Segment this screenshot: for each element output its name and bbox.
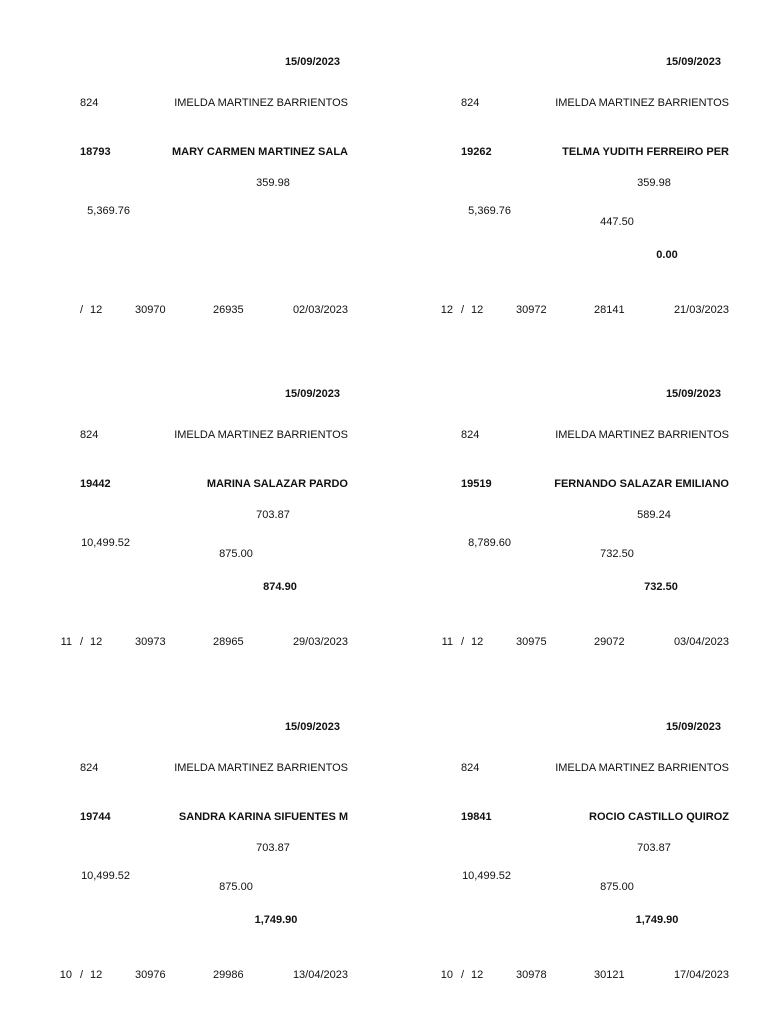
amount-a: 703.87 — [256, 842, 290, 854]
account-number: 18793 — [80, 146, 111, 158]
payment-date: 21/03/2023 — [673, 304, 729, 316]
installment-number: 10 — [59, 969, 72, 981]
amount-c: 875.00 — [600, 881, 634, 893]
agent-code: 824 — [461, 97, 480, 109]
installments-total: 12 — [471, 636, 484, 648]
agent-code: 824 — [461, 429, 480, 441]
reference-number: 30121 — [594, 969, 625, 981]
account-number: 19744 — [80, 811, 111, 823]
agent-code: 824 — [80, 429, 99, 441]
client-name: MARY CARMEN MARTINEZ SALA — [172, 146, 348, 158]
account-number: 19442 — [80, 478, 111, 490]
amount-c: 875.00 — [219, 881, 253, 893]
receipt-5 — [0, 665, 384, 997]
amount-b: 10,499.52 — [462, 870, 511, 882]
installment-separator: / — [80, 304, 84, 316]
agent-name: IMELDA MARTINEZ BARRIENTOS — [555, 429, 729, 441]
folio-number: 30972 — [516, 304, 547, 316]
receipt-1 — [0, 0, 384, 332]
amount-c: 732.50 — [600, 548, 634, 560]
reference-number: 28965 — [213, 636, 244, 648]
installment-separator: / — [461, 969, 465, 981]
payment-date: 13/04/2023 — [292, 969, 348, 981]
installment-separator: / — [461, 304, 465, 316]
client-name: ROCIO CASTILLO QUIROZ — [589, 811, 729, 823]
folio-number: 30976 — [135, 969, 166, 981]
amount-c: 447.50 — [600, 216, 634, 228]
installment-separator: / — [80, 636, 84, 648]
receipt-2 — [381, 0, 765, 332]
amount-b: 10,499.52 — [81, 870, 130, 882]
folio-number: 30975 — [516, 636, 547, 648]
reference-number: 29986 — [213, 969, 244, 981]
client-name: FERNANDO SALAZAR EMILIANO — [554, 478, 729, 490]
reference-number: 29072 — [594, 636, 625, 648]
agent-code: 824 — [80, 762, 99, 774]
agent-name: IMELDA MARTINEZ BARRIENTOS — [174, 762, 348, 774]
agent-name: IMELDA MARTINEZ BARRIENTOS — [555, 97, 729, 109]
reference-number: 28141 — [594, 304, 625, 316]
folio-number: 30970 — [135, 304, 166, 316]
amount-b: 5,369.76 — [468, 205, 511, 217]
total-amount: 874.90 — [263, 581, 297, 593]
total-amount: 732.50 — [644, 581, 678, 593]
folio-number: 30973 — [135, 636, 166, 648]
receipt-date: 15/09/2023 — [665, 56, 721, 68]
amount-c: 875.00 — [219, 548, 253, 560]
total-amount: 1,749.90 — [635, 914, 679, 926]
amount-a: 359.98 — [256, 177, 290, 189]
installments-total: 12 — [90, 304, 103, 316]
installments-total: 12 — [90, 636, 103, 648]
installments-total: 12 — [471, 969, 484, 981]
receipt-date: 15/09/2023 — [284, 388, 340, 400]
total-amount: 0.00 — [656, 249, 678, 261]
payment-date: 03/04/2023 — [673, 636, 729, 648]
installments-total: 12 — [90, 969, 103, 981]
amount-a: 703.87 — [256, 509, 290, 521]
agent-code: 824 — [80, 97, 99, 109]
client-name: TELMA YUDITH FERREIRO PER — [562, 146, 729, 158]
reference-number: 26935 — [213, 304, 244, 316]
agent-code: 824 — [461, 762, 480, 774]
agent-name: IMELDA MARTINEZ BARRIENTOS — [174, 429, 348, 441]
amount-a: 589.24 — [637, 509, 671, 521]
agent-name: IMELDA MARTINEZ BARRIENTOS — [174, 97, 348, 109]
agent-name: IMELDA MARTINEZ BARRIENTOS — [555, 762, 729, 774]
installment-number: 10 — [440, 969, 453, 981]
receipt-3 — [0, 332, 384, 664]
payment-date: 29/03/2023 — [292, 636, 348, 648]
amount-b: 5,369.76 — [87, 205, 130, 217]
installment-number: 11 — [60, 636, 72, 648]
installment-number: 12 — [440, 304, 453, 316]
client-name: SANDRA KARINA SIFUENTES M — [178, 811, 348, 823]
amount-b: 10,499.52 — [81, 537, 130, 549]
client-name: MARINA SALAZAR PARDO — [206, 478, 348, 490]
amount-a: 359.98 — [637, 177, 671, 189]
total-amount: 1,749.90 — [254, 914, 298, 926]
account-number: 19519 — [461, 478, 492, 490]
account-number: 19262 — [461, 146, 492, 158]
amount-a: 703.87 — [637, 842, 671, 854]
amount-b: 8,789.60 — [468, 537, 511, 549]
receipt-4 — [381, 332, 765, 664]
receipt-6 — [381, 665, 765, 997]
payment-date: 02/03/2023 — [292, 304, 348, 316]
receipt-date: 15/09/2023 — [284, 56, 340, 68]
installment-number: 11 — [441, 636, 453, 648]
installments-total: 12 — [471, 304, 484, 316]
receipt-date: 15/09/2023 — [665, 721, 721, 733]
receipt-date: 15/09/2023 — [284, 721, 340, 733]
account-number: 19841 — [461, 811, 492, 823]
payment-date: 17/04/2023 — [673, 969, 729, 981]
installment-separator: / — [461, 636, 465, 648]
installment-separator: / — [80, 969, 84, 981]
folio-number: 30978 — [516, 969, 547, 981]
receipt-date: 15/09/2023 — [665, 388, 721, 400]
